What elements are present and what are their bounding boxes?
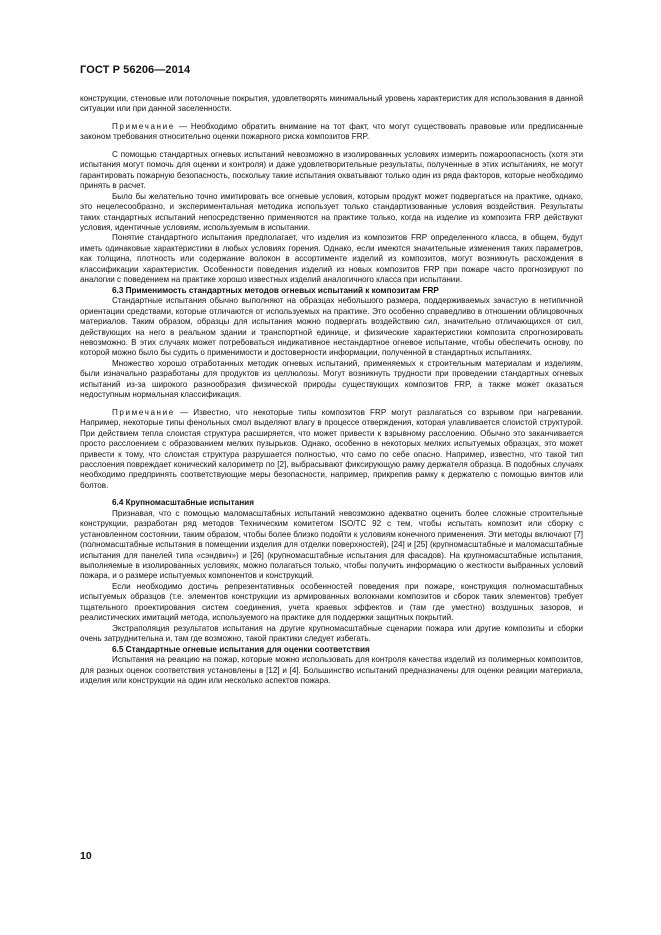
note-label: Примечание [112, 407, 175, 417]
document-header: ГОСТ Р 56206—2014 [80, 64, 191, 76]
note [80, 408, 583, 492]
page-number: 10 [80, 850, 92, 862]
paragraph: Понятие стандартного испытания предполагает, что изделия из композитов FRP определенного класса, в общем, будут иметь одинаковые характеристики в любых условиях горения. Однако, если имеются значительные изменения таких параметров, как толщина, плотность или содержание волокон в ассортименте изделий из композитов, могут возникнуть расхождения в классификации характеристик. Особенности поведения изделий из новых композитов FRP при пожаре часто прогнозируют по аналогии с поведением на практике хорошо известных изделий аналогичного класса при испытании. [80, 233, 583, 285]
paragraph: конструкции, стеновые или потолочные покрытия, удовлетворять минимальный уровень характеристик для использования в данной ситуации или при данной заселенности. [80, 94, 583, 114]
paragraph: Испытания на реакцию на пожар, которые можно использовать для контроля качества изделий из полимерных композитов, для разных оценок соответствия установлены в [12] и [4]. Большинство испытаний предназначены для оценки реакции материала, изделия или конструкции на один или несколько аспектов пожара. [80, 655, 583, 686]
section-heading-6-5: 6.5 Стандартные огневые испытания для оценки соответствия [112, 644, 370, 654]
paragraph: С помощью стандартных огневых испытаний невозможно в изолированных условиях измерить пожароопасность (хотя эти испытания могут помочь для оценки и контроля) и даже удовлетворительные результаты, полученные в этих испытаниях, не могут гарантировать пожарную безопасность, поскольку такие испытания охватывают только один из ряда факторов, которые необходимо принять в расчет. [80, 149, 583, 191]
document-body [80, 94, 583, 686]
paragraph: Экстраполяция результатов испытания на другие крупномасштабные сценарии пожара или другие композиты и сборки очень затруднительна и, там где возможно, такой практики следует избегать. [80, 623, 583, 644]
paragraph: Стандартные испытания обычно выполняют на образцах небольшого размера, поддерживаемых зачастую в нетипичной ориентации средствами, которые отличаются от используемых на практике. Это особенно справедливо в отношении облицовочных материалов. Таким образом, образцы для испытания можно подвергать воздействию сил, значительно отличающихся от сил, действующих на него в реальном здании и транспортной единице, и физические характеристики композита спрогнозировать невозможно. В этих случаях может потребоваться индикативное нестандартное огневое испытание, чтобы обеспечить основу, по которой можно было бы судить о применимости и достоверности информации, полученной в стандартных испытаниях. [80, 296, 583, 358]
note-label: Примечание [112, 121, 175, 131]
paragraph: Было бы желательно точно имитировать все огневые условия, которым продукт может подвергаться на практике, однако, это нецелесообразно, и экспериментальная методика использует только стандартизованные условия воздействия. Результаты таких стандартных испытаний непосредственно применяются на практике только, когда на изделие из композита FRP действуют условия, идентичные условиям, используемым в испытании. [80, 191, 583, 232]
section-heading-6-3: 6.3 Применимость стандартных методов огневых испытаний к композитам FRP [112, 285, 439, 295]
section-heading-6-4: 6.4 Крупномасштабные испытания [112, 498, 254, 508]
paragraph: Множество хорошо отработанных методик огневых испытаний, применяемых к строительным материалам и изделиям, были изначально разработаны для продуктов из целлюлозы. Могут возникнуть трудности при проведении стандартных огневых испытаний из-за широкого разнообразия физической природы существующих композитов FRP, а также может оказаться недоступным нормальная классификация. [80, 358, 583, 400]
note-text: — Известно, что некоторые типы композитов FRP могут разлагаться со взрывом при нагревании. Например, некоторые типы фенольных смол выделяют влагу в процессе отверждения, которая улавливается слоистой структурой. При действием тепла слоистая структура расширяется, что может привести к взрывному расслоению. Обычно это заканчивается просто расслоением с образованием мелких пузырьков. Однако, особенно в некоторых мелких испытуемых образцах, это может привести к тому, что слоистая структура разрушается полностью, что само по себе опасно. Например, известно, что такой тип расслоения повреждает конический калориметр по [2], выбрасывают фиксирующую рамку держателя образца. В подобных случаях необходимо предпринять соответствующие меры безопасности, например, прикрепив рамку к держателю с помощью винтов или болтов. [80, 407, 583, 490]
paragraph: Если необходимо достичь репрезентативных особенностей поведения при пожаре, конструкция полномасштабных испытуемых образцов (т.е. элементов конструкции из армированных волокнами композитов и сборок таких элементов) требует тщательного проектирования систем соединения, учета краевых эффектов и (там где уместно) воздушных зазоров, и реалистических имитаций метода, используемого на практике для поддержки защитных покрытий. [80, 581, 583, 623]
note-text: — Необходимо обратить внимание на тот факт, что могут существовать правовые или предписанные законом требования относительно оценки пожарного риска композитов FRP. [80, 121, 583, 142]
note [80, 122, 583, 143]
paragraph: Признавая, что с помощью маломасштабных испытаний невозможно адекватно оценить более сложные строительные конструкции, разработан ряд методов Техническим комитетом ISO/TC 92 с тем, чтобы испытать композит или сборку с установленном состоянии, таким образом, чтобы более близко подойти к условиям конечного применения. Эти методы включают [7] (полномасштабные испытания в помещении изделия для отделки поверхностей), [24] и [25] (крупномасштабные и маломасштабные испытания для панелей типа «сэндвич») и [26] (крупномасштабные испытания для фасадов). На крупномасштабные испытания, выполняемые в изолированных условиях, можно полагаться только, чтобы получить информацию о жесткости выбранных условий пожара, и о размере испытуемых компонентов и конструкций. [80, 508, 583, 581]
